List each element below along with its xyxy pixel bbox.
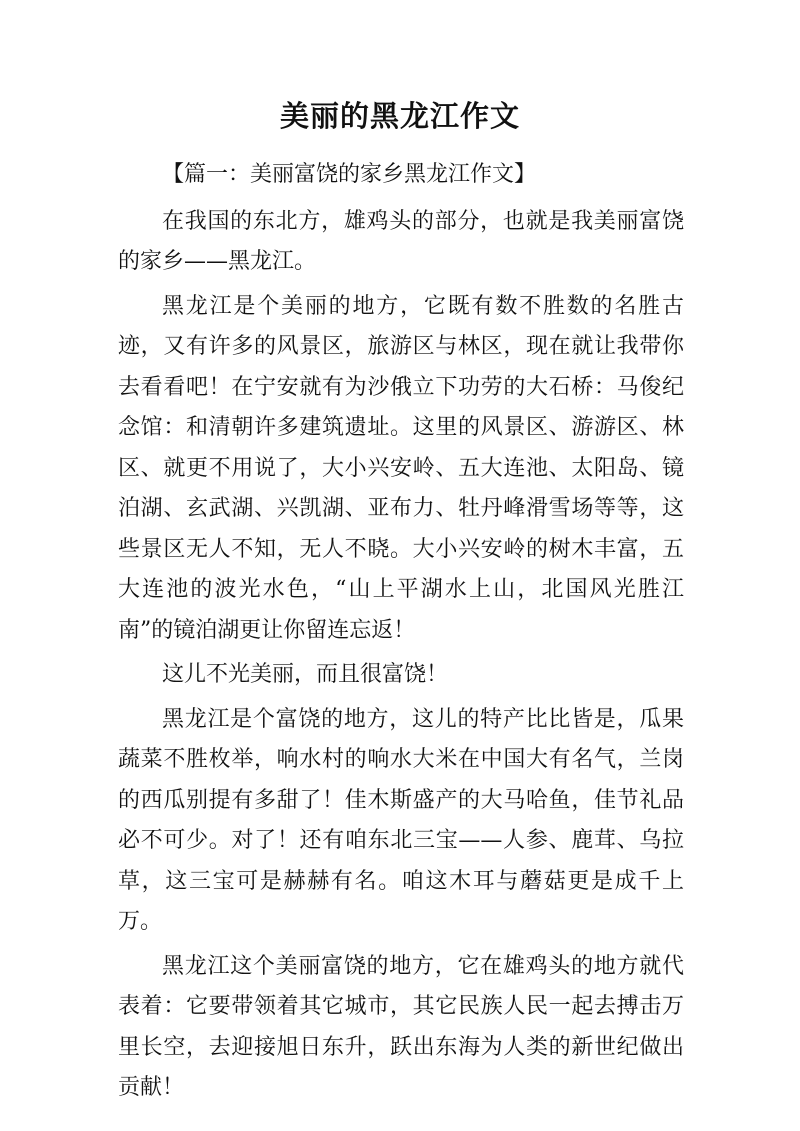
document-body [118,155,684,1113]
paragraph: 黑龙江这个美丽富饶的地方，它在雄鸡头的地方就代表着：它要带领着其它城市，其它民族人民一起去搏击万里长空，去迎接旭日东升，跃出东海为人类的新世纪做出贡献！ [118,953,684,1100]
paragraph: 黑龙江是个美丽的地方，它既有数不胜数的名胜古迹，又有许多的风景区，旅游区与林区，现在就让我带你去看看吧！在宁安就有为沙俄立下功劳的大石桥：马俊纪念馆：和清朝许多建筑遗址。这里的风景区、游游区、林区、就更不用说了，大小兴安岭、五大连池、太阳岛、镜泊湖、玄武湖、兴凯湖、亚布力、牡丹峰滑雪场等等，这些景区无人不知，无人不晓。大小兴安岭的树木丰富，五大连池的波光水色，“山上平湖水上山，北国风光胜江南”的镜泊湖更让你留连忘返！ [118,293,684,643]
paragraph: 黑龙江是个富饶的地方，这儿的特产比比皆是，瓜果蔬菜不胜枚举，响水村的响水大米在中国大有名气，兰岗的西瓜别提有多甜了！佳木斯盛产的大马哈鱼，佳节礼品必不可少。对了！还有咱东北三宝——人参、鹿茸、乌拉草，这三宝可是赫赫有名。咱这木耳与蘑菇更是成千上万。 [118,706,684,934]
section-heading: 【篇一：美丽富饶的家乡黑龙江作文】 [162,162,537,187]
paragraph: 在我国的东北方，雄鸡头的部分，也就是我美丽富饶的家乡——黑龙江。 [118,208,684,274]
document-title: 美丽的黑龙江作文 [279,99,520,133]
paragraph: 这儿不光美丽，而且很富饶！ [162,662,449,687]
